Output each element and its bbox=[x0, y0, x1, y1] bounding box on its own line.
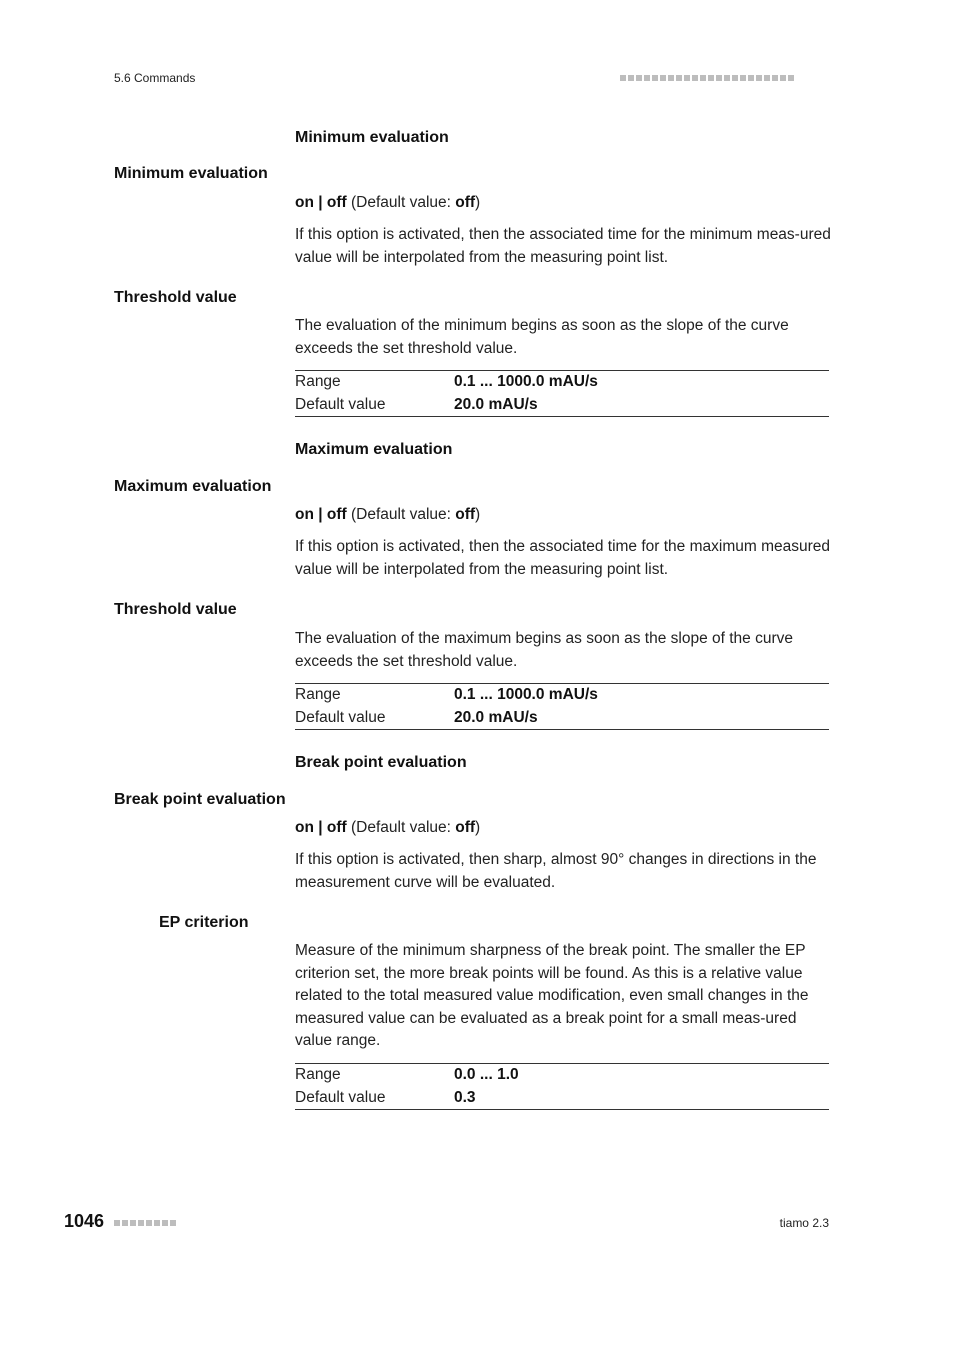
decoration-dot bbox=[170, 1220, 176, 1226]
decoration-dot bbox=[652, 75, 658, 81]
section-title-maximum-evaluation: Maximum evaluation bbox=[295, 441, 453, 458]
description-threshold-min: The evaluation of the minimum begins as soon as the slope of the curve exceeds the set threshold value. bbox=[295, 317, 789, 357]
decoration-dot bbox=[162, 1220, 168, 1226]
value-table-ep-criterion bbox=[295, 1063, 829, 1110]
decoration-dot bbox=[146, 1220, 152, 1226]
decoration-dot bbox=[684, 75, 690, 81]
decoration-dot bbox=[636, 75, 642, 81]
description-threshold-max: The evaluation of the maximum begins as soon as the slope of the curve exceeds the set threshold value. bbox=[295, 630, 794, 670]
section-title-break-point-evaluation: Break point evaluation bbox=[295, 754, 467, 771]
parameter-label-threshold-max: Threshold value bbox=[114, 601, 237, 618]
table-row-default: Default value 20.0 mAU/s bbox=[295, 395, 538, 413]
decoration-dot bbox=[154, 1220, 160, 1226]
table-row-range: Range 0.1 ... 1000.0 mAU/s bbox=[295, 686, 598, 704]
product-name: tiamo 2.3 bbox=[779, 1216, 829, 1230]
decoration-dot bbox=[788, 75, 794, 81]
decoration-dot bbox=[628, 75, 634, 81]
decoration-dot bbox=[772, 75, 778, 81]
parameter-label-minimum-evaluation: Minimum evaluation bbox=[114, 165, 268, 182]
decoration-dot bbox=[708, 75, 714, 81]
value-table-threshold-max bbox=[295, 683, 829, 730]
page-number: 1046 bbox=[64, 1211, 105, 1231]
decoration-dot bbox=[676, 75, 682, 81]
option-values-maximum-evaluation: on | off (Default value: off) bbox=[295, 506, 481, 523]
decoration-dot bbox=[130, 1220, 136, 1226]
header-decoration-dots bbox=[620, 75, 794, 81]
decoration-dot bbox=[780, 75, 786, 81]
parameter-label-threshold-min: Threshold value bbox=[114, 289, 237, 306]
description-minimum-evaluation: If this option is activated, then the associated time for the minimum meas-ured value will be interpolated from the measuring point list. bbox=[295, 226, 831, 266]
decoration-dot bbox=[692, 75, 698, 81]
description-maximum-evaluation: If this option is activated, then the associated time for the maximum measured value will be interpolated from the measuring point list. bbox=[295, 538, 831, 578]
description-break-point-evaluation: If this option is activated, then sharp, almost 90° changes in directions in the measurement curve will be evaluated. bbox=[295, 851, 817, 891]
option-values-minimum-evaluation: on | off (Default value: off) bbox=[295, 194, 481, 211]
decoration-dot bbox=[716, 75, 722, 81]
section-title-minimum-evaluation: Minimum evaluation bbox=[295, 129, 449, 146]
table-row-range: Range 0.0 ... 1.0 bbox=[295, 1066, 519, 1084]
decoration-dot bbox=[668, 75, 674, 81]
value-table-threshold-min bbox=[295, 370, 829, 417]
parameter-label-break-point-evaluation: Break point evaluation bbox=[114, 791, 286, 808]
footer-decoration-dots bbox=[114, 1220, 176, 1226]
decoration-dot bbox=[660, 75, 666, 81]
decoration-dot bbox=[700, 75, 706, 81]
table-row-default: Default value 20.0 mAU/s bbox=[295, 708, 538, 726]
decoration-dot bbox=[748, 75, 754, 81]
parameter-label-maximum-evaluation: Maximum evaluation bbox=[114, 478, 272, 495]
decoration-dot bbox=[764, 75, 770, 81]
decoration-dot bbox=[732, 75, 738, 81]
decoration-dot bbox=[644, 75, 650, 81]
description-ep-criterion: Measure of the minimum sharpness of the break point. The smaller the EP criterion set, the more break points will be found. As this is a relative value related to the total measured value modification, even small changes in the measured value can be evaluated as a break point for a small meas-ured value range. bbox=[295, 942, 809, 1049]
table-row-default: Default value 0.3 bbox=[295, 1088, 476, 1106]
decoration-dot bbox=[122, 1220, 128, 1226]
decoration-dot bbox=[756, 75, 762, 81]
decoration-dot bbox=[740, 75, 746, 81]
decoration-dot bbox=[138, 1220, 144, 1226]
table-row-range: Range 0.1 ... 1000.0 mAU/s bbox=[295, 373, 598, 391]
running-header-section: 5.6 Commands bbox=[114, 71, 196, 85]
parameter-label-ep-criterion: EP criterion bbox=[159, 914, 249, 931]
decoration-dot bbox=[724, 75, 730, 81]
decoration-dot bbox=[620, 75, 626, 81]
decoration-dot bbox=[114, 1220, 120, 1226]
option-values-break-point-evaluation: on | off (Default value: off) bbox=[295, 819, 481, 836]
